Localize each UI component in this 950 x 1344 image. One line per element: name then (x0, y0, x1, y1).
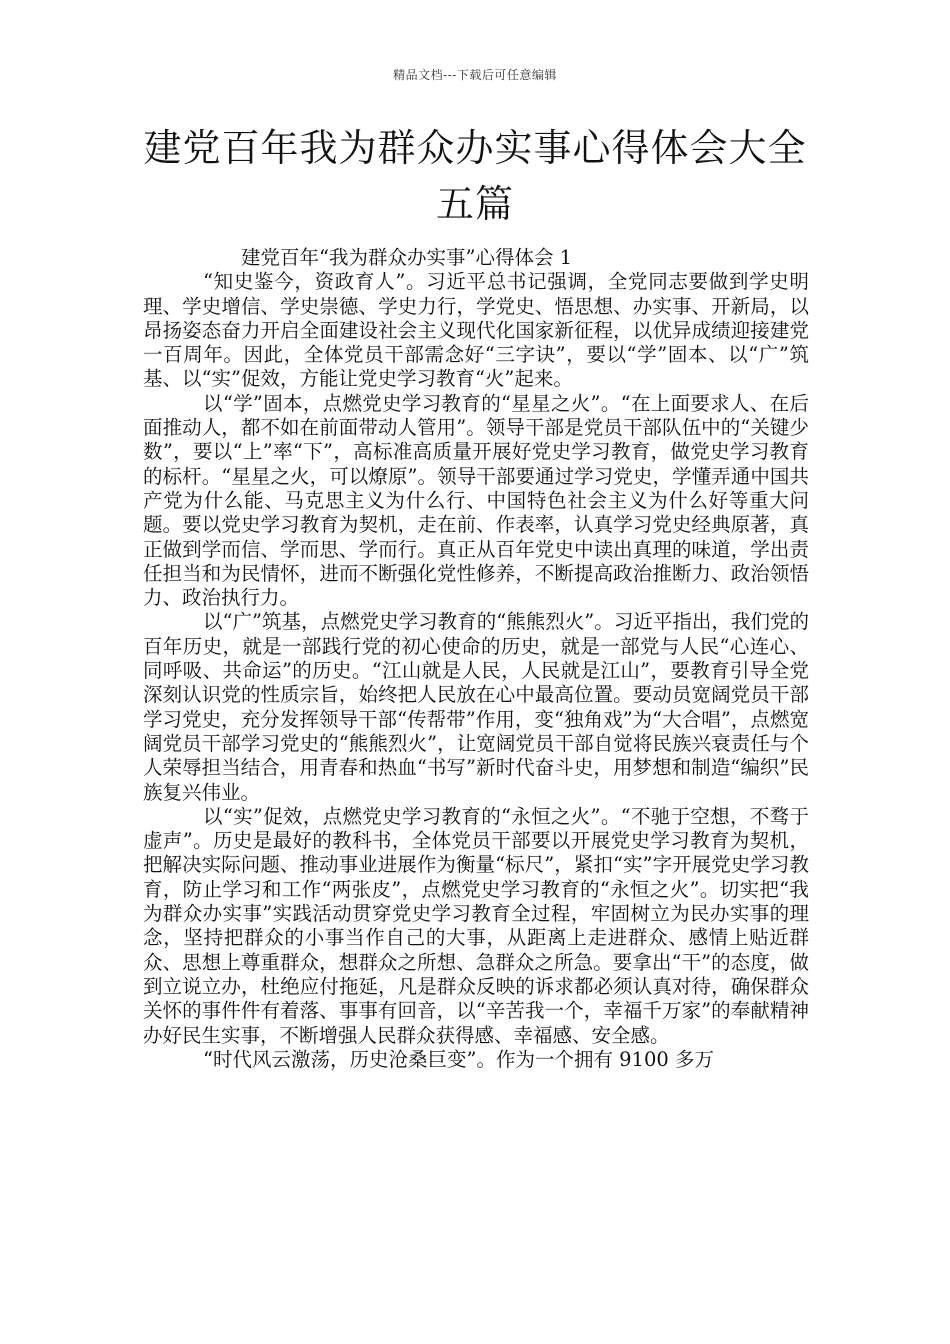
paragraph-4: 以“实”促效，点燃党史学习教育的“永恒之火”。“不驰于空想，不骛于虚声”。历史是最好的教科书，全体党员干部要以开展党史学习教育为契机，把解决实际问题、推动事业进展作为衡量“标尺”，紧扣“实”字开展党史学习教育，防止学习和工作“两张皮”，点燃党史学习教育的“永恒之火”。切实把“我为群众办实事”实践活动贯穿党史学习教育全过程，牢固树立为民办实事的理念，坚持把群众的小事当作自己的大事，从距离上走进群众、感情上贴近群众、思想上尊重群众，想群众之所想、急群众之所急。要拿出“干”的态度，做到立说立办，杜绝应付拖延，凡是群众反映的诉求都必须认真对待，确保群众关怀的事件件有着落、事事有回音，以“辛苦我一个，幸福千万家”的奉献精神办好民生实事，不断增强人民群众获得感、幸福感、安全感。 (143, 804, 809, 1047)
document-body (143, 246, 809, 1072)
document-title: 建党百年我为群众办实事心得体会大全五篇 (143, 126, 807, 226)
paragraph-5: “时代风云激荡，历史沧桑巨变”。作为一个拥有 9100 多万 (203, 1047, 714, 1071)
header-note: 精品文档---下载后可任意编辑 (393, 68, 557, 82)
section-subtitle: 建党百年“我为群众办实事”心得体会 1 (241, 246, 573, 269)
paragraph-2: 以“学”固本，点燃党史学习教育的“星星之火”。“在上面要求人、在后面推动人，都不如在前面带动人管用”。领导干部是党员干部队伍中的“关键少数”，要以“上”率“下”，高标准高质量开展好党史学习教育，做党史学习教育的标杆。“星星之火，可以燎原”。领导干部要通过学习党史，学懂弄通中国共产党为什么能、马克思主义为什么行、中国特色社会主义为什么好等重大问题。要以党史学习教育为契机，走在前、作表率，认真学习党史经典原著，真正做到学而信、学而思、学而行。真正从百年党史中读出真理的味道，学出责任担当和为民情怀，进而不断强化党性修养，不断提高政治推断力、政治领悟力、政治执行力。 (143, 391, 809, 610)
paragraph-3: 以“广”筑基，点燃党史学习教育的“熊熊烈火”。习近平指出，我们党的百年历史，就是一部践行党的初心使命的历史，就是一部党与人民“心连心、同呼吸、共命运”的历史。“江山就是人民，人民就是江山”，要教育引导全党深刻认识党的性质宗旨，始终把人民放在心中最高位置。要动员宽阔党员干部学习党史，充分发挥领导干部“传帮带”作用，变“独角戏”为“大合唱”，点燃宽阔党员干部学习党史的“熊熊烈火”，让宽阔党员干部自觉将民族兴衰责任与个人荣辱担当结合，用青春和热血“书写”新时代奋斗史，用梦想和制造“编织”民族复兴伟业。 (143, 610, 809, 804)
paragraph-1: “知史鉴今，资政育人”。习近平总书记强调，全党同志要做到学史明理、学史增信、学史崇德、学史力行，学党史、悟思想、办实事、开新局，以昂扬姿态奋力开启全面建设社会主义现代化国家新征程，以优异成绩迎接建党一百周年。因此，全体党员干部需念好“三字诀”，要以“学”固本、以“广”筑基、以“实”促效，方能让党史学习教育“火”起来。 (143, 270, 809, 391)
